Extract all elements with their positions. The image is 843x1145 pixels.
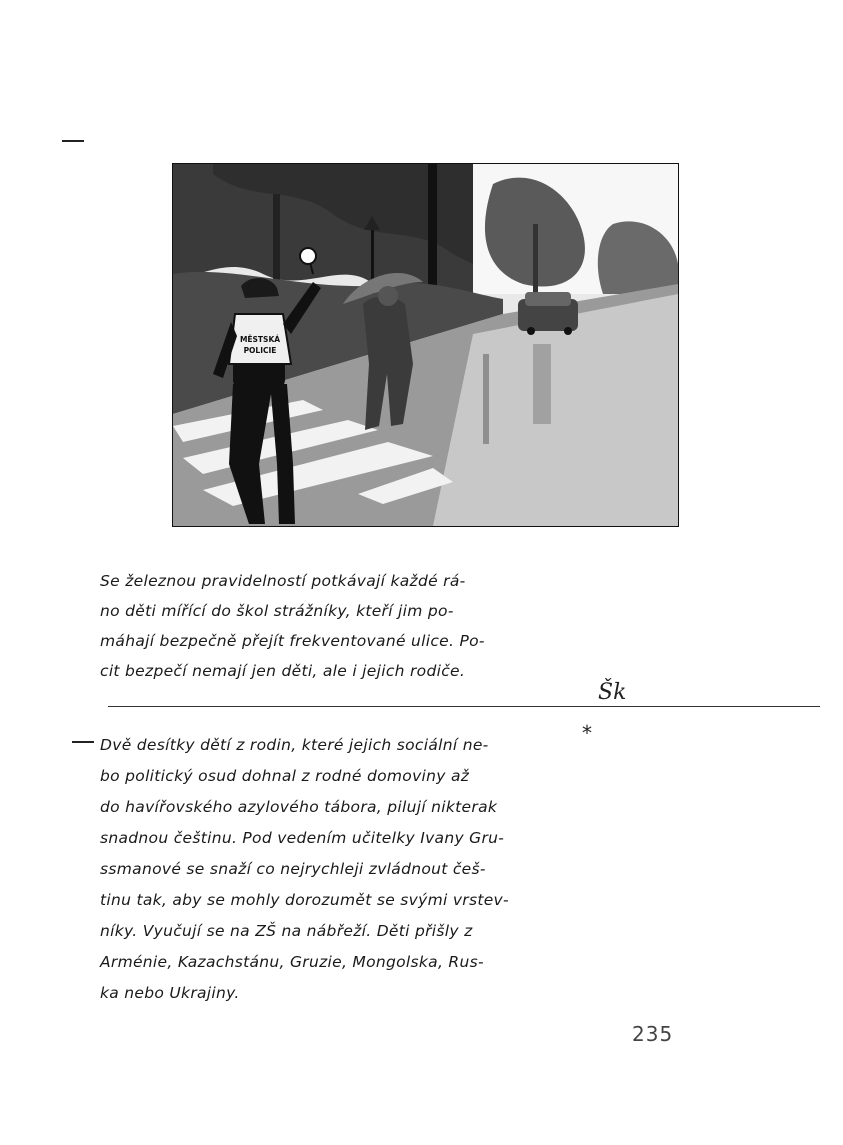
- caption-line: Se železnou pravidelností potkávají každé rá-: [100, 572, 466, 590]
- caption-line: no děti mířící do škol strážníky, kteří jim po-: [100, 602, 454, 620]
- caption-line: Dvě desítky dětí z rodin, které jejich sociální ne-: [100, 736, 489, 754]
- margin-tick-mark: [62, 140, 84, 142]
- asterisk-mark: *: [582, 721, 592, 745]
- divider-rule: [108, 706, 820, 707]
- page-number: 235: [632, 1022, 674, 1046]
- caption-line: Arménie, Kazachstánu, Gruzie, Mongolska, Rus-: [100, 953, 484, 971]
- vest-text-line2: POLICIE: [243, 346, 277, 355]
- caption-line: ssmanové se snaží co nejrychleji zvládnout češ-: [100, 860, 486, 878]
- vest-text-line1: MĚSTSKÁ: [239, 335, 281, 344]
- margin-dash: [72, 741, 94, 743]
- caption-paragraph-1: [100, 566, 620, 686]
- caption-line: máhají bezpečně přejít frekventované ulice. Po-: [100, 632, 485, 650]
- caption-line: níky. Vyučují se na ZŠ na nábřeží. Děti přišly z: [100, 922, 473, 940]
- news-photo: [172, 163, 679, 527]
- photo-illustration: [173, 164, 678, 526]
- editor-mark: Šk: [598, 680, 627, 705]
- caption-line: bo politický osud dohnal z rodné domoviny až: [100, 767, 470, 785]
- caption-line: tinu tak, aby se mohly dorozumět se svými vrstev-: [100, 891, 509, 909]
- caption-line: ka nebo Ukrajiny.: [100, 984, 240, 1002]
- caption-line: snadnou češtinu. Pod vedením učitelky Ivany Gru-: [100, 829, 505, 847]
- caption-paragraph-2: [100, 730, 620, 1009]
- caption-line: cit bezpečí nemají jen děti, ale i jejich rodiče.: [100, 662, 466, 680]
- caption-line: do havířovského azylového tábora, pilují nikterak: [100, 798, 498, 816]
